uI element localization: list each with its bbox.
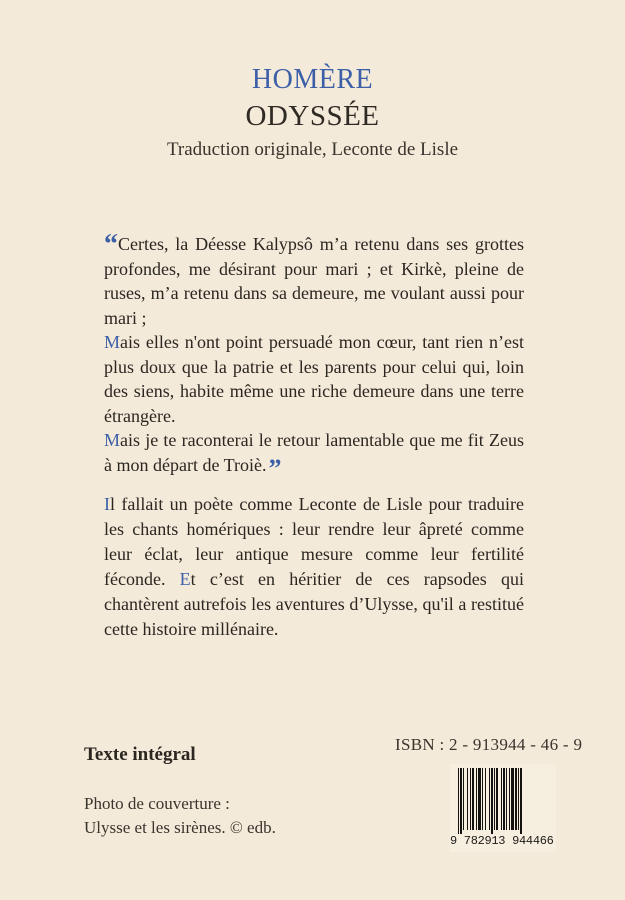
barcode-bar [485,768,486,830]
edition-label: Texte intégral [84,744,196,765]
initial-letter: M [104,332,121,352]
quote-text-2: ais elles n'ont point persuadé mon cœur, tant rien n’est plus doux que la patrie et les parents pour celui qui, loin des siens, habite même une riche demeure dans une terre étrangère. [104,332,524,426]
barcode-bar [470,768,471,830]
publisher-blurb [104,492,524,642]
quote-paragraph-1 [104,229,524,330]
barcode-digits: 9 782913 944466 [450,834,554,848]
barcode-bar [491,768,493,834]
barcode-bar [472,768,474,830]
barcode-bars [450,764,556,836]
barcode [450,764,556,852]
translation-credit: Traduction originale, Leconte de Lisle [166,139,459,160]
photo-credit [84,792,276,840]
barcode-bar [511,768,514,830]
barcode-bar [494,768,495,830]
blurb-text-2: t c’est en héritier de ces rapsodes qui chantèrent autrefois les aventures d’Ulysse, qu'il a restitué cette histoire millénaire. [104,569,524,639]
barcode-bar [467,768,468,830]
barcode-bar [506,768,507,830]
blurb-paragraph [104,492,524,642]
book-title: ODYSSÉE [245,100,380,132]
quote-text-1: Certes, la Déesse Kalypsô m’a retenu dans ses grottes profondes, me désirant pour mari ; et Kirkè, pleine de ruses, m’a retenu dans sa demeure, me voulant aussi pour mari ; [104,234,524,328]
author-name: HOMÈRE [251,64,374,95]
barcode-bar [515,768,517,830]
initial-letter: E [179,569,191,589]
initial-letter: M [104,430,121,450]
barcode-bar [476,768,477,830]
open-quote-mark: “ [104,229,118,260]
barcode-bar [503,768,505,830]
barcode-bar [501,768,502,830]
blurb-text-1: l fallait un poète comme Leconte de Lisle pour traduire les chants homériques : leur rendre leur âpreté comme leur éclat, leur antique mesure comme leur fertilité féconde. [104,494,524,589]
photo-credit-line-1: Photo de couverture : [84,794,230,813]
barcode-bar [458,768,459,834]
photo-credit-line-2: Ulysse et les sirènes. © edb. [84,818,276,837]
quote-text-3: ais je te raconterai le retour lamentable que me fit Zeus à mon départ de Troiè. [104,430,524,475]
close-quote-mark: ” [268,453,282,483]
quote-paragraph-2 [104,330,524,428]
isbn-number: ISBN : 2 - 913944 - 46 - 9 [395,735,583,754]
barcode-bar [482,768,483,830]
homer-quote [104,229,524,483]
barcode-bar [489,768,490,830]
quote-paragraph-3 [104,428,524,483]
barcode-bar [520,768,522,834]
initial-letter: I [104,494,110,514]
barcode-bar [463,768,464,830]
barcode-bar [518,768,519,830]
barcode-bar [509,768,510,830]
barcode-bar [496,768,498,830]
barcode-bar [460,768,462,834]
barcode-bar [478,768,481,830]
